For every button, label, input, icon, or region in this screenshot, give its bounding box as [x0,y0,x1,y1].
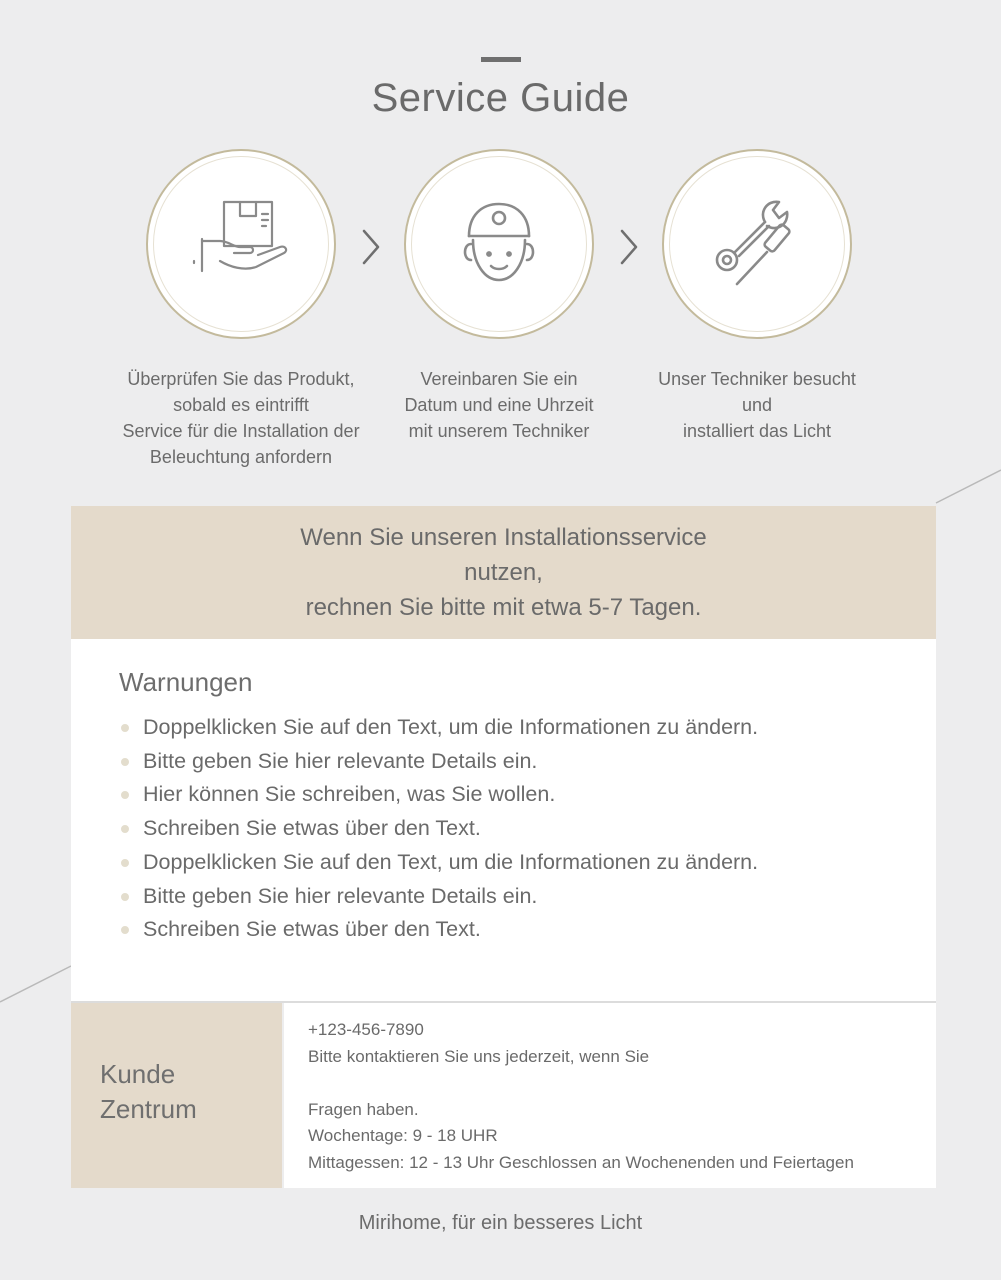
contact-line: Fragen haben. [308,1099,419,1119]
list-item [121,778,758,812]
step-3-text: Unser Techniker besucht und installiert das Licht [658,369,856,441]
list-item-text: Bitte geben Sie hier relevante Details ein. [143,883,538,908]
banner-text: Wenn Sie unseren Installationsservice nutzen, rechnen Sie bitte mit etwa 5-7 Tagen. [300,524,707,621]
step-1-text: Überprüfen Sie das Produkt, sobald es eintrifft Service für die Installation der Beleuchtung anfordern [122,369,360,467]
list-item-text: Hier können Sie schreiben, was Sie wollen. [143,782,556,807]
customer-center-label-panel [71,1003,282,1188]
chevron-right-icon [360,227,382,267]
list-item [121,846,758,880]
customer-center-details-panel [284,1003,936,1188]
warnings-title: Warnungen [119,667,253,697]
contact-line [308,1070,854,1097]
step-3-circle [662,149,852,339]
warnings-panel [71,639,936,1001]
bullet-dot-icon [121,926,129,934]
step-2-circle [404,149,594,339]
step-1-circle [146,149,336,339]
list-item-text: Bitte geben Sie hier relevante Details ein. [143,748,538,773]
bullet-dot-icon [121,724,129,732]
hand-package-icon [186,199,296,289]
contact-phone: +123-456-7890 [308,1020,424,1039]
bullet-dot-icon [121,859,129,867]
page-title: Service Guide [371,76,630,120]
chevron-right-icon [618,227,640,267]
bullet-dot-icon [121,758,129,766]
list-item-text: Schreiben Sie etwas über den Text. [143,816,481,841]
step-2-text: Vereinbaren Sie ein Datum und eine Uhrzeit mit unserem Techniker [404,369,594,441]
title-accent-bar [481,57,521,62]
list-item-text: Doppelklicken Sie auf den Text, um die Informationen zu ändern. [143,849,759,874]
installation-time-banner [71,506,936,639]
list-item [121,711,758,745]
list-item [121,913,758,947]
wrench-screwdriver-icon [707,194,807,294]
bullet-dot-icon [121,825,129,833]
contact-details [308,1017,854,1176]
warnings-list [121,711,758,947]
bullet-dot-icon [121,893,129,901]
bullet-dot-icon [121,791,129,799]
list-item [121,880,758,914]
list-item-text: Schreiben Sie etwas über den Text. [143,917,481,942]
footer-tagline: Mirihome, für ein besseres Licht [358,1212,643,1234]
list-item-text: Doppelklicken Sie auf den Text, um die Informationen zu ändern. [143,715,759,739]
contact-lunch-hours: Mittagessen: 12 - 13 Uhr Geschlossen an Wochenenden und Feiertagen [308,1152,854,1172]
customer-center-heading: Kunde Zentrum [100,1059,197,1124]
contact-hours: Wochentage: 9 - 18 UHR [308,1126,498,1145]
contact-line: Bitte kontaktieren Sie uns jederzeit, wenn Sie [308,1046,650,1066]
list-item [121,745,758,779]
list-item [121,812,758,846]
technician-face-icon [451,196,547,292]
